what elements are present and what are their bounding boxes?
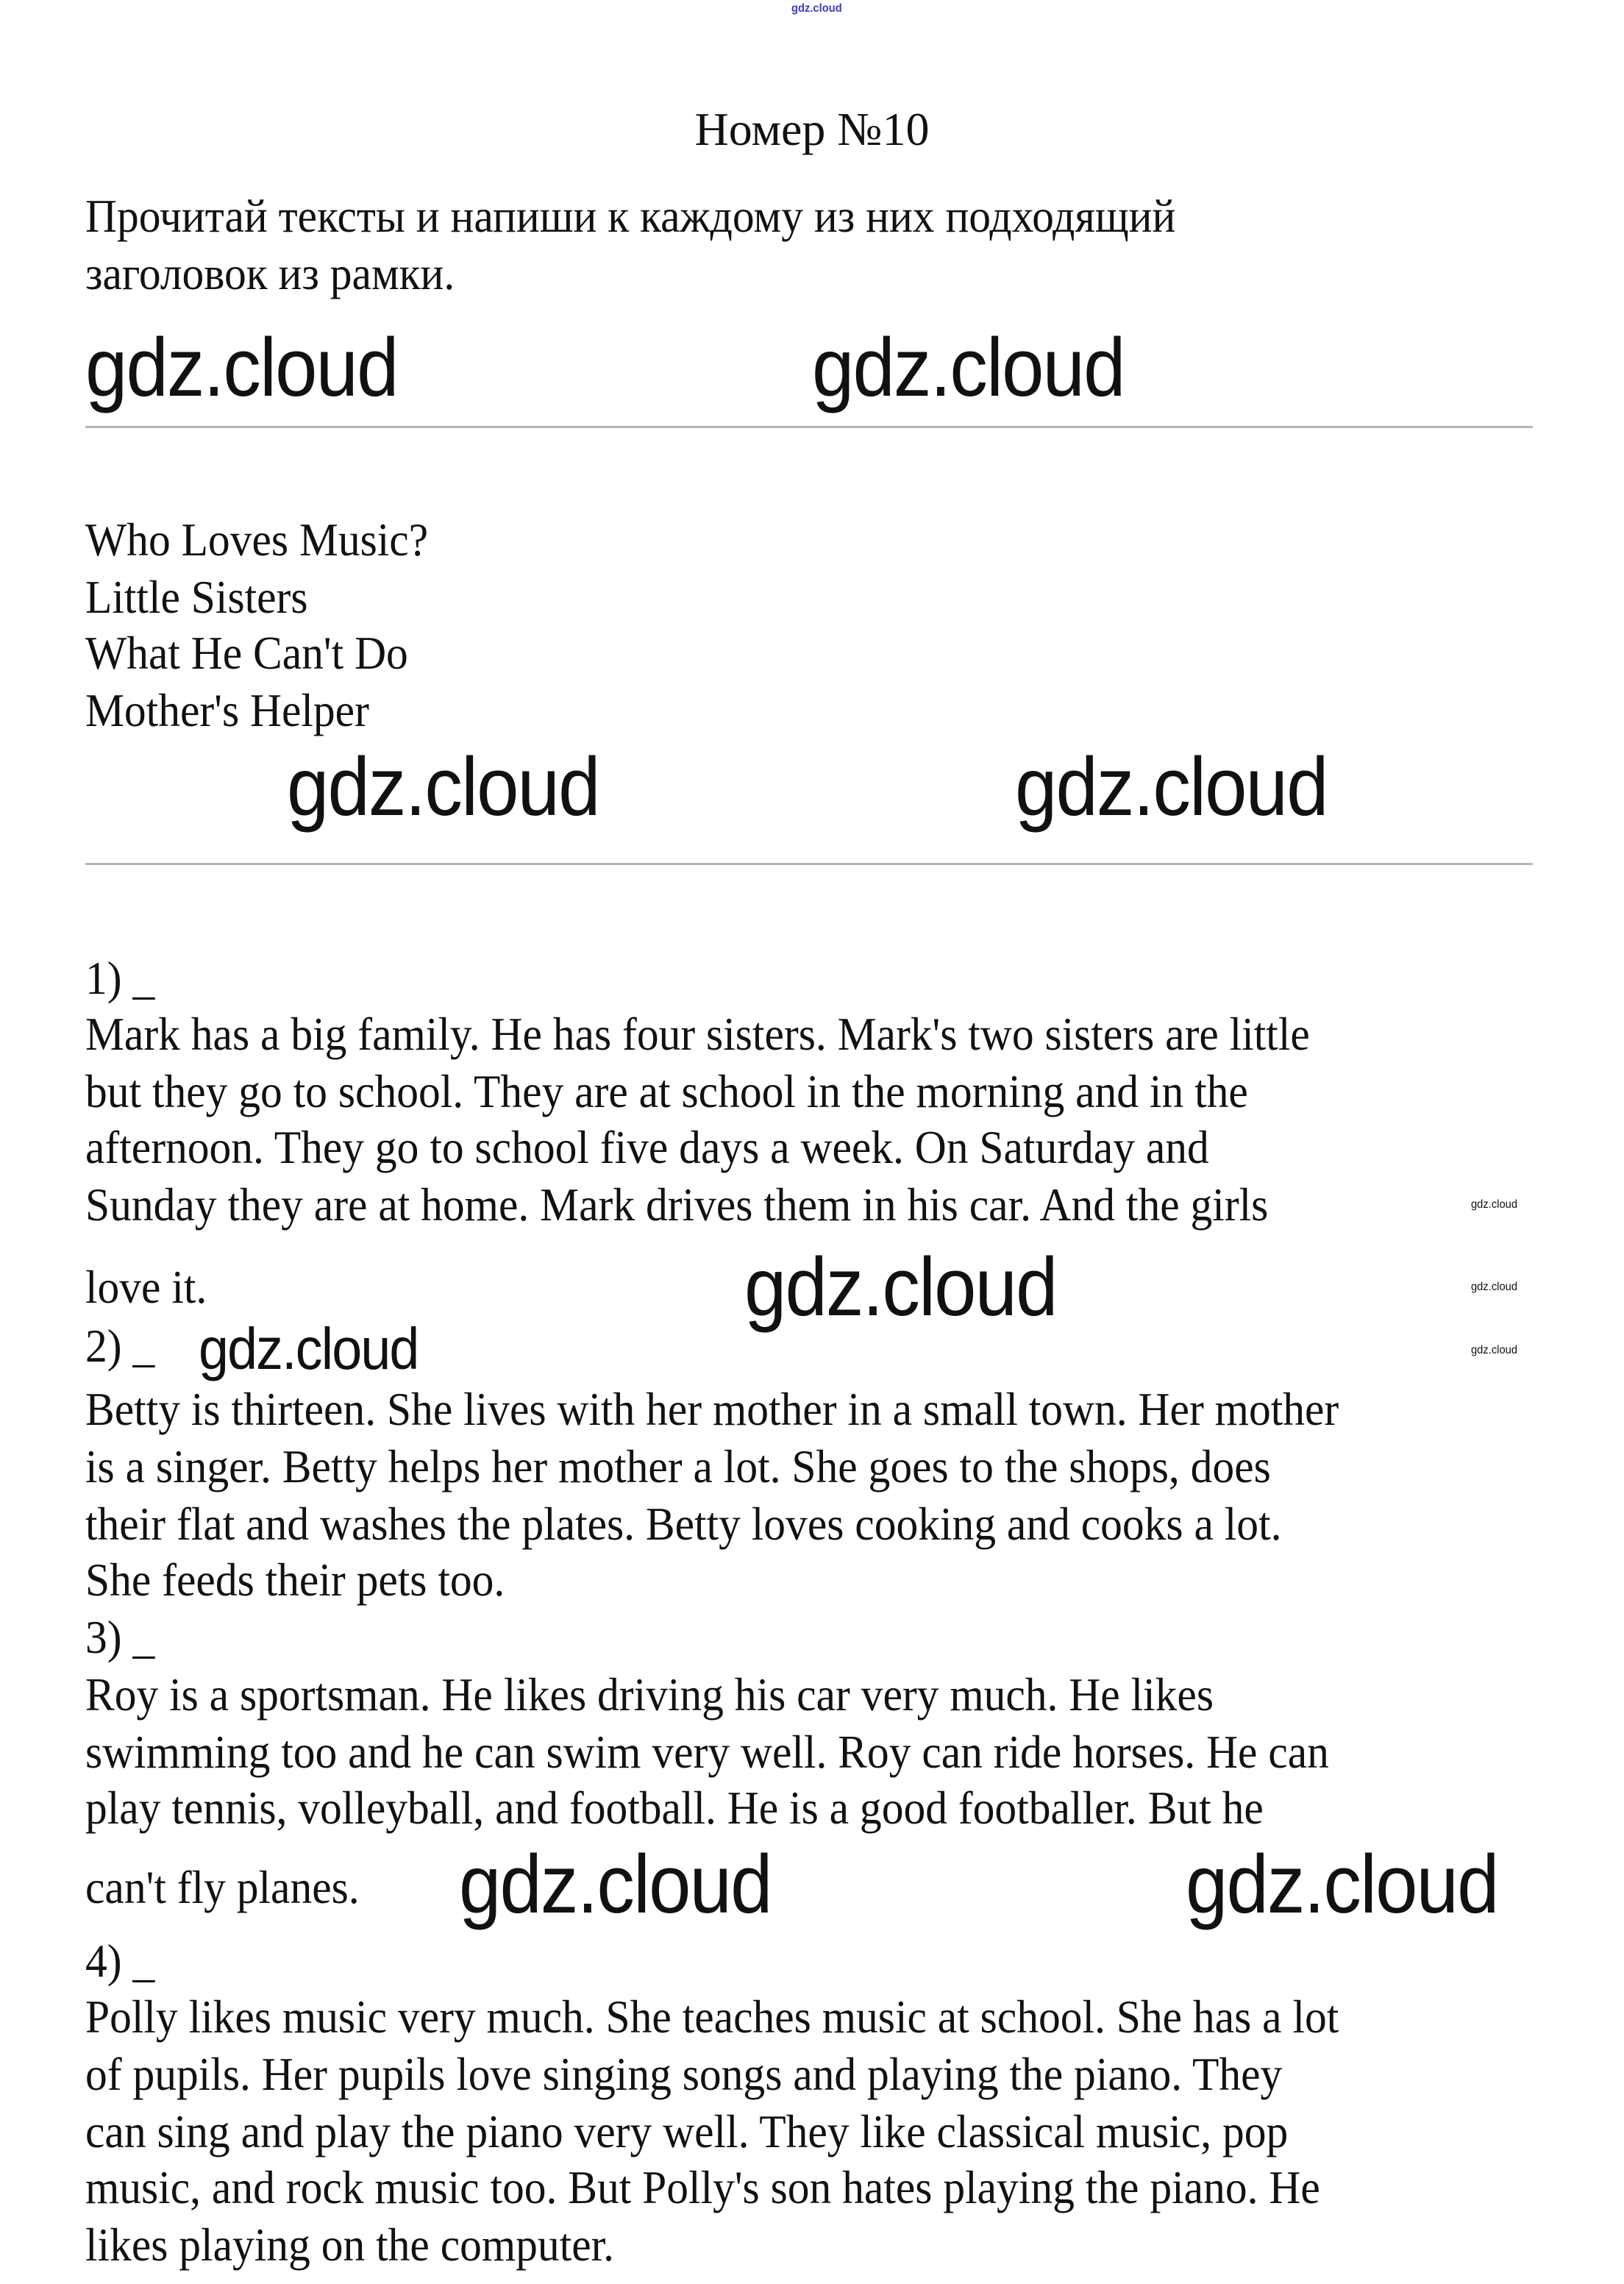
watermark-top: gdz.cloud [791,2,842,15]
heading-option: What He Can't Do [85,627,408,679]
watermark: gdz.cloud [1186,1838,1498,1930]
text-line: music, and rock music too. But Polly's son hates playing the piano. He [85,2161,1320,2213]
heading-option: Mother's Helper [85,684,369,736]
text-line: can't fly planes. [85,1861,360,1913]
watermark-small: gdz.cloud [1471,1281,1518,1293]
text-label: 4) _ [85,1935,155,1987]
watermark: gdz.cloud [85,321,398,413]
instruction-line: Прочитай тексты и напиши к каждому из них подходящий [85,190,1176,242]
watermark: gdz.cloud [287,741,599,833]
text-line: their flat and washes the plates. Betty loves cooking and cooks a lot. [85,1498,1282,1550]
page-title: Номер №10 [694,103,930,155]
text-line: Betty is thirteen. She lives with her mother in a small town. Her mother [85,1383,1339,1435]
watermark: gdz.cloud [459,1838,772,1930]
text-line: Mark has a big family. He has four sisters. Mark's two sisters are little [85,1008,1310,1060]
text-label: 1) _ [85,952,155,1004]
watermark: gdz.cloud [199,1316,419,1381]
watermark: gdz.cloud [744,1241,1057,1333]
watermark: gdz.cloud [812,321,1125,413]
text-label: 3) _ [85,1611,155,1663]
text-label: 2) _ [85,1320,155,1372]
text-line: swimming too and he can swim very well. Roy can ride horses. He can [85,1726,1329,1778]
text-line: but they go to school. They are at school in the morning and in the [85,1065,1248,1117]
text-line: is a singer. Betty helps her mother a lot. She goes to the shops, does [85,1440,1271,1493]
text-line: Roy is a sportsman. He likes driving his car very much. He likes [85,1668,1214,1721]
text-line: of pupils. Her pupils love singing songs and playing the piano. They [85,2048,1283,2100]
heading-option: Who Loves Music? [85,513,429,566]
text-line: Polly likes music very much. She teaches music at school. She has a lot [85,1991,1339,2043]
divider [85,426,1533,428]
text-line: Sunday they are at home. Mark drives them in his car. And the girls [85,1178,1269,1231]
watermark-small: gdz.cloud [1471,1198,1518,1211]
text-line: afternoon. They go to school five days a week. On Saturday and [85,1121,1209,1173]
text-line: love it. [85,1261,207,1313]
heading-option: Little Sisters [85,571,308,623]
instruction-line: заголовок из рамки. [85,247,455,299]
divider [85,863,1533,865]
watermark: gdz.cloud [1015,741,1328,833]
text-line: can sing and play the piano very well. They like classical music, pop [85,2105,1289,2157]
watermark-small: gdz.cloud [1471,1344,1518,1356]
text-line: likes playing on the computer. [85,2219,615,2271]
text-line: play tennis, volleyball, and football. He is a good footballer. But he [85,1782,1264,1834]
text-line: She feeds their pets too. [85,1554,505,1606]
